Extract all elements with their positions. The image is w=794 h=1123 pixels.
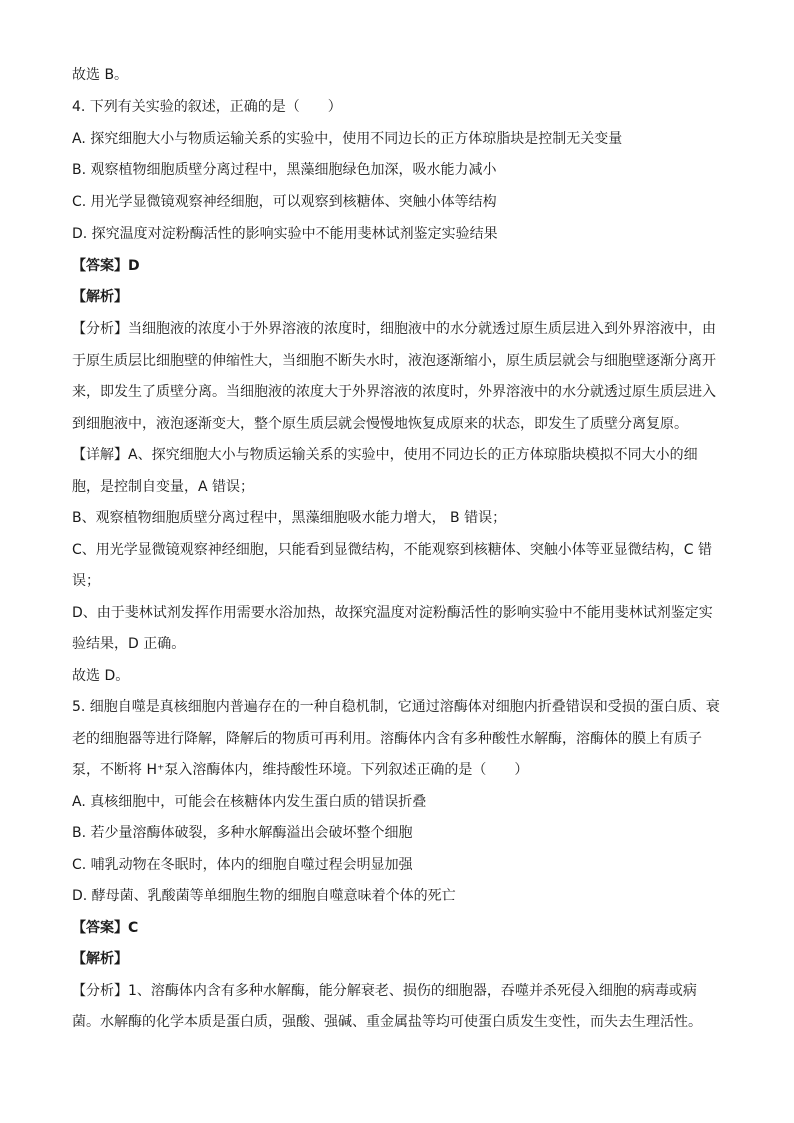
option-d: D. 酵母菌、乳酸菌等单细胞生物的细胞自噬意味着个体的死亡 [72, 888, 456, 904]
option-d: D. 探究温度对淀粉酶活性的影响实验中不能用斐林试剂鉴定实验结果 [72, 226, 498, 242]
text-line: 误； [72, 573, 100, 589]
option-c: C. 用光学显微镜观察神经细胞，可以观察到核糖体、突触小体等结构 [72, 194, 497, 210]
option-a: A. 真核细胞中，可能会在核糖体内发生蛋白质的错误折叠 [72, 794, 427, 810]
text-line: 来，即发生了质壁分离。当细胞液的浓度大于外界溶液的浓度时，外界溶液中的水分就透过原生质层进入 [72, 384, 716, 400]
text-line: 【详解】A、探究细胞大小与物质运输关系的实验中，使用不同边长的正方体琼脂块模拟不同大小的细 [72, 447, 698, 463]
text-line: 老的细胞器等进行降解，降解后的物质可再利用。溶酶体内含有多种酸性水解酶，溶酶体的膜上有质子 [72, 731, 702, 747]
text-line: 于原生质层比细胞壁的伸缩性大，当细胞不断失水时，液泡逐渐缩小，原生质层就会与细胞壁逐渐分离开 [72, 353, 716, 369]
text-line: 菌。水解酶的化学本质是蛋白质，强酸、强碱、重金属盐等均可使蛋白质发生变性，而失去生理活性。 [72, 1014, 702, 1030]
text-line: 【分析】当细胞液的浓度小于外界溶液的浓度时，细胞液中的水分就透过原生质层进入到外界溶液中，由 [72, 321, 716, 337]
analysis-label: 【解析】 [72, 951, 128, 967]
text-line: B、观察植物细胞质壁分离过程中，黑藻细胞吸水能力增大， B 错误； [72, 510, 507, 526]
text-line: 验结果，D 正确。 [72, 636, 186, 652]
text-line: 泵，不断将 H⁺泵入溶酶体内，维持酸性环境。下列叙述正确的是（ ） [72, 762, 529, 778]
text-line: C、用光学显微镜观察神经细胞，只能看到显微结构，不能观察到核糖体、突触小体等亚显微结构，C 错 [72, 542, 712, 558]
option-b: B. 观察植物细胞质壁分离过程中，黑藻细胞绿色加深，吸水能力减小 [72, 162, 497, 178]
option-b: B. 若少量溶酶体破裂，多种水解酶溢出会破坏整个细胞 [72, 825, 413, 841]
analysis-label: 【解析】 [72, 289, 128, 305]
text-line: D、由于斐林试剂发挥作用需要水浴加热，故探究温度对淀粉酶活性的影响实验中不能用斐林试剂鉴定实 [72, 605, 713, 621]
option-a: A. 探究细胞大小与物质运输关系的实验中，使用不同边长的正方体琼脂块是控制无关变量 [72, 131, 623, 147]
question-5-stem: 5. 细胞自噬是真核细胞内普遍存在的一种自稳机制，它通过溶酶体对细胞内折叠错误和受损的蛋白质、衰 [72, 699, 720, 715]
text-line: 【分析】1、溶酶体内含有多种水解酶，能分解衰老、损伤的细胞器，吞噬并杀死侵入细胞的病毒或病 [72, 983, 697, 999]
text-line: 故选 D。 [72, 668, 130, 684]
answer-label: 【答案】C [72, 920, 139, 936]
text-line: 到细胞液中，液泡逐渐变大，整个原生质层就会慢慢地恢复成原来的状态，即发生了质壁分离复原。 [72, 416, 688, 432]
answer-label: 【答案】D [72, 258, 140, 274]
text-line: 胞，是控制自变量，A 错误； [72, 479, 255, 495]
option-c: C. 哺乳动物在冬眠时，体内的细胞自噬过程会明显加强 [72, 857, 413, 873]
question-4-stem: 4. 下列有关实验的叙述，正确的是（ ） [72, 99, 342, 115]
text-line: 故选 B。 [72, 67, 129, 83]
